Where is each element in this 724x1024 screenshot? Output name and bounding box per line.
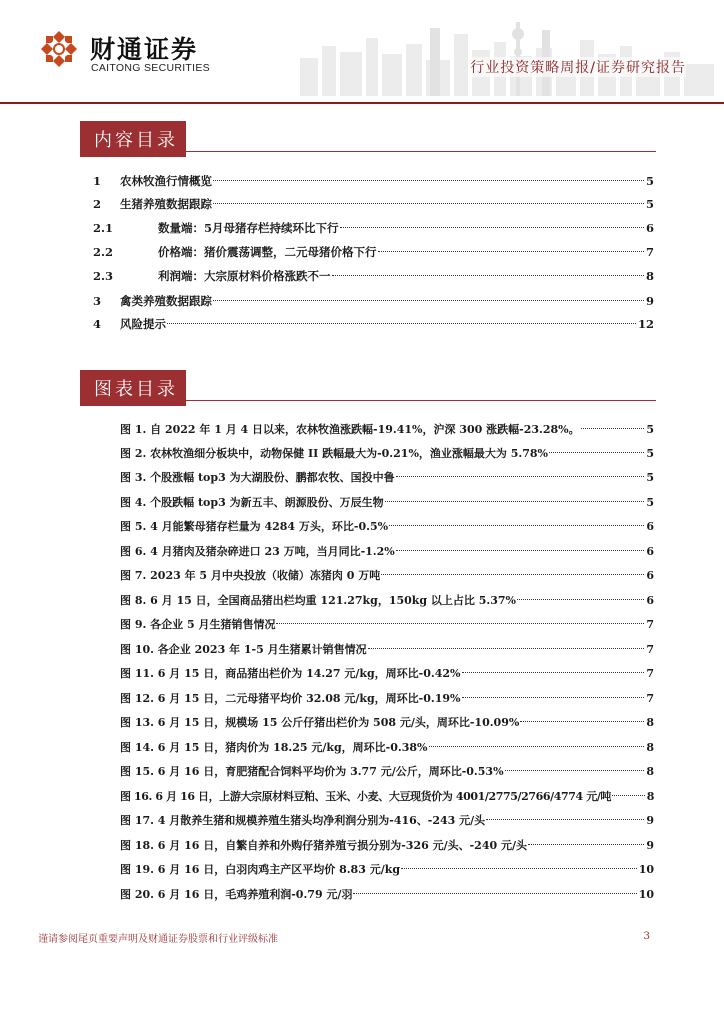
toc-page: 8 — [645, 269, 654, 283]
figure-entry[interactable] — [120, 836, 654, 856]
figure-text: 图 10. 各企业 2023 年 1-5 月生猪累计销售情况 — [120, 643, 367, 656]
figure-text: 图 8. 6 月 15 日，全国商品猪出栏均重 121.27kg，150kg 以上占比 5.37% — [120, 594, 517, 607]
toc-number: 3 — [93, 294, 102, 308]
figure-entry[interactable] — [120, 713, 654, 733]
dot-leader — [520, 721, 644, 722]
figure-text: 图 19. 6 月 16 日，白羽肉鸡主产区平均价 8.83 元/kg — [120, 863, 401, 876]
figure-text: 图 6. 4 月猪肉及猪杂碎进口 23 万吨，当月同比-1.2% — [120, 545, 395, 558]
dot-leader — [276, 623, 644, 624]
figure-text: 图 4. 个股跌幅 top3 为新五丰、朗源股份、万辰生物 — [120, 496, 384, 509]
brand-name-cn: 财通证券 — [90, 35, 199, 64]
dot-leader — [381, 574, 644, 575]
figure-page: 7 — [646, 667, 654, 680]
toc-page: 9 — [645, 294, 654, 308]
figure-entry[interactable] — [120, 640, 654, 660]
toc-text: 利润端：大宗原材料价格涨跌不一 — [158, 269, 331, 283]
report-type-label: 行业投资策略周报/证券研究报告 — [470, 57, 686, 77]
toc-text: 生猪养殖数据跟踪 — [120, 197, 212, 211]
figure-entry[interactable] — [120, 517, 654, 537]
figure-text: 图 20. 6 月 16 日，毛鸡养殖利润-0.79 元/羽 — [120, 888, 353, 901]
figure-entry[interactable] — [120, 811, 654, 831]
figure-text: 图 15. 6 月 16 日，育肥猪配合饲料平均价为 3.77 元/公斤，周环比-0.53% — [120, 765, 504, 778]
toc-number: 1 — [93, 174, 102, 188]
figure-text: 图 13. 6 月 15 日，规模场 15 公斤仔猪出栏价为 508 元/头，周环比-10.09% — [120, 716, 520, 729]
dot-leader — [213, 180, 644, 181]
figure-page: 9 — [646, 839, 654, 852]
dot-leader — [612, 795, 645, 796]
toc-number: 2 — [93, 197, 102, 211]
section-divider — [186, 400, 656, 401]
contents-title-tab — [80, 121, 186, 157]
figure-entry[interactable] — [120, 860, 654, 880]
figure-page: 6 — [646, 545, 654, 558]
figure-text: 图 1. 自 2022 年 1 月 4 日以来，农林牧渔涨跌幅-19.41%，沪深 300 涨跌幅-23.28%。 — [120, 423, 580, 436]
figure-entry[interactable] — [120, 542, 654, 562]
dot-leader — [167, 323, 636, 324]
figure-text: 图 18. 6 月 16 日，自繁自养和外购仔猪养殖亏损分别为-326 元/头、-240 元/头 — [120, 839, 527, 852]
figure-text: 图 3. 个股涨幅 top3 为大湖股份、鹏都农牧、国投中鲁 — [120, 471, 395, 484]
dot-leader — [213, 300, 644, 301]
figure-page: 8 — [646, 790, 654, 803]
dot-leader — [389, 525, 644, 526]
toc-page: 6 — [645, 221, 654, 235]
dot-leader — [396, 476, 645, 477]
toc-page: 5 — [645, 174, 654, 188]
toc-page: 12 — [637, 317, 654, 331]
contents-title: 内容目录 — [94, 130, 178, 151]
page-header — [0, 0, 724, 104]
dot-leader — [401, 868, 637, 869]
figure-entry[interactable] — [120, 738, 654, 758]
dot-leader — [332, 275, 644, 276]
figure-text: 图 2. 农林牧渔细分板块中，动物保健 II 跌幅最大为-0.21%，渔业涨幅最大为 5.78% — [120, 447, 548, 460]
figure-text: 图 12. 6 月 15 日，二元母猪平均价 32.08 元/kg，周环比-0.19% — [120, 692, 461, 705]
figure-page: 7 — [646, 643, 654, 656]
dot-leader — [505, 770, 645, 771]
toc-entry[interactable] — [0, 291, 724, 311]
dot-leader — [549, 452, 644, 453]
figure-entry[interactable] — [120, 468, 654, 488]
figure-text: 图 5. 4 月能繁母猪存栏量为 4284 万头，环比-0.5% — [120, 520, 389, 533]
figure-text: 图 14. 6 月 15 日，猪肉价为 18.25 元/kg，周环比-0.38% — [120, 741, 428, 754]
dot-leader — [462, 672, 645, 673]
figure-page: 7 — [646, 692, 654, 705]
dot-leader — [462, 697, 645, 698]
brand-name-en: CAITONG SECURITIES — [91, 62, 210, 74]
city-skyline-graphic — [290, 8, 724, 96]
figure-entry[interactable] — [120, 787, 654, 807]
figure-text: 图 7. 2023 年 5 月中央投放（收储）冻猪肉 0 万吨 — [120, 569, 381, 582]
figure-entry[interactable] — [120, 664, 654, 684]
figure-page: 6 — [646, 520, 654, 533]
toc-number: 2.1 — [93, 221, 114, 235]
section-divider — [186, 151, 656, 152]
figure-page: 7 — [646, 618, 654, 631]
dot-leader — [353, 893, 636, 894]
page-number: 3 — [643, 930, 650, 942]
figures-section-header — [80, 370, 656, 406]
figure-page: 5 — [646, 471, 654, 484]
figure-page: 6 — [646, 594, 654, 607]
figure-entry[interactable] — [120, 885, 654, 905]
toc-entry[interactable] — [0, 266, 724, 286]
figure-page: 10 — [638, 863, 654, 876]
figure-page: 5 — [646, 447, 654, 460]
toc-entry[interactable] — [0, 314, 724, 334]
dot-leader — [340, 227, 644, 228]
toc-entry[interactable] — [0, 171, 724, 191]
figure-entry[interactable] — [120, 591, 654, 611]
dot-leader — [213, 203, 644, 204]
figures-title-tab — [80, 370, 186, 406]
figure-page: 5 — [646, 496, 654, 509]
contents-section-header — [80, 121, 656, 157]
caitong-logo-icon — [40, 30, 78, 68]
toc-page: 7 — [645, 245, 654, 259]
figure-text: 图 9. 各企业 5 月生猪销售情况 — [120, 618, 276, 631]
figure-page: 10 — [638, 888, 654, 901]
toc-entry[interactable] — [0, 218, 724, 238]
dot-leader — [517, 599, 644, 600]
figure-page: 8 — [646, 765, 654, 778]
figure-entry[interactable] — [120, 762, 654, 782]
figure-text: 图 17. 4 月散养生猪和规模养殖生猪头均净利润分别为-416、-243 元/头 — [120, 814, 486, 827]
dot-leader — [378, 251, 644, 252]
toc-text: 价格端：猪价震荡调整，二元母猪价格下行 — [158, 245, 377, 259]
figure-page: 8 — [646, 716, 654, 729]
dot-leader — [429, 746, 645, 747]
toc-text: 数量端：5月母猪存栏持续环比下行 — [158, 221, 339, 235]
figure-page: 8 — [646, 741, 654, 754]
dot-leader — [528, 844, 644, 845]
dot-leader — [385, 501, 645, 502]
header-divider — [0, 102, 724, 104]
dot-leader — [396, 550, 645, 551]
figure-page: 5 — [646, 423, 654, 436]
dot-leader — [368, 648, 645, 649]
toc-page: 5 — [645, 197, 654, 211]
figure-entry[interactable] — [120, 493, 654, 513]
figure-entry[interactable] — [120, 420, 654, 440]
figure-text: 图 11. 6 月 15 日，商品猪出栏价为 14.27 元/kg，周环比-0.42% — [120, 667, 461, 680]
toc-entry[interactable] — [0, 194, 724, 214]
figure-page: 6 — [646, 569, 654, 582]
toc-number: 4 — [93, 317, 102, 331]
figure-entry[interactable] — [120, 566, 654, 586]
dot-leader — [486, 819, 644, 820]
figure-entry[interactable] — [120, 444, 654, 464]
toc-number: 2.2 — [93, 245, 114, 259]
figure-text: 图 16. 6 月 16 日，上游大宗原材料豆粕、玉米、小麦、大豆现货价为 4001/2775/2766/4774 元/吨 — [120, 790, 612, 803]
toc-text: 禽类养殖数据跟踪 — [120, 294, 212, 308]
dot-leader — [581, 428, 645, 429]
figure-page: 9 — [646, 814, 654, 827]
figure-entry[interactable] — [120, 689, 654, 709]
toc-number: 2.3 — [93, 269, 114, 283]
toc-text: 农林牧渔行情概览 — [120, 174, 212, 188]
toc-text: 风险提示 — [120, 317, 166, 331]
toc-entry[interactable] — [0, 242, 724, 262]
figures-title: 图表目录 — [94, 379, 178, 400]
figure-entry[interactable] — [120, 615, 654, 635]
footer-disclaimer: 谨请参阅尾页重要声明及财通证券股票和行业评级标准 — [38, 934, 278, 945]
